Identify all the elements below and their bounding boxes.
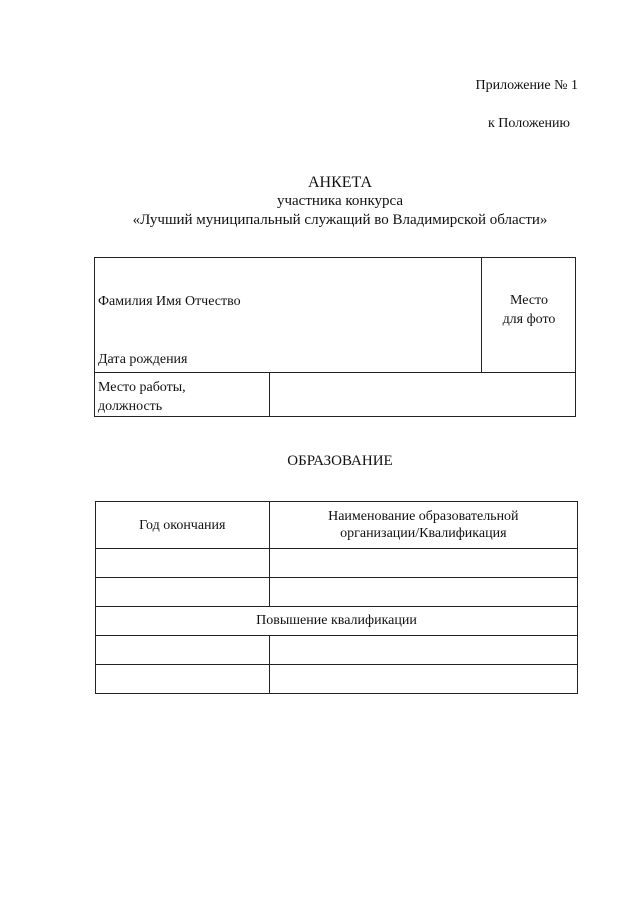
photo-placeholder xyxy=(485,291,573,329)
col-graduation-year-header: Год окончания xyxy=(96,502,270,549)
row-divider xyxy=(95,372,575,373)
photo-divider xyxy=(481,258,482,373)
col-institution-header-line1: Наименование образовательной xyxy=(328,509,519,524)
title-participant: участника конкурса xyxy=(276,193,404,209)
table-cell xyxy=(96,549,270,578)
education-header-row xyxy=(96,502,578,549)
col-institution-header-line2: организации/Квалификация xyxy=(340,526,507,541)
table-cell xyxy=(269,549,577,578)
work-label xyxy=(98,378,186,416)
fio-label: Фамилия Имя Отчество xyxy=(98,294,241,309)
education-table xyxy=(95,501,578,694)
table-row xyxy=(96,636,578,665)
title-anketa: АНКЕТА xyxy=(307,174,373,191)
appendix-number: Приложение № 1 xyxy=(475,78,578,93)
work-divider xyxy=(269,372,270,417)
table-cell xyxy=(96,636,270,665)
col-institution-header xyxy=(269,502,577,549)
qualification-subheader: Повышение квалификации xyxy=(96,607,578,636)
table-row xyxy=(96,665,578,694)
table-cell xyxy=(96,665,270,694)
work-label-line1: Место работы, xyxy=(98,380,186,395)
dob-label: Дата рождения xyxy=(98,352,188,367)
document-title xyxy=(0,173,640,230)
work-label-line2: должность xyxy=(98,399,163,414)
title-contest-name: «Лучший муниципальный служащий во Владимирской области» xyxy=(132,212,548,228)
table-row xyxy=(96,578,578,607)
table-cell xyxy=(96,578,270,607)
table-cell xyxy=(269,665,577,694)
table-row xyxy=(96,549,578,578)
regulation-reference: к Положению xyxy=(487,116,570,131)
participant-info-table xyxy=(94,257,576,417)
table-cell xyxy=(269,578,577,607)
qualification-subheader-row xyxy=(96,607,578,636)
photo-label-line2: для фото xyxy=(502,312,556,327)
photo-label-line1: Место xyxy=(510,293,548,308)
table-cell xyxy=(269,636,577,665)
education-section-title: ОБРАЗОВАНИЕ xyxy=(287,453,393,469)
